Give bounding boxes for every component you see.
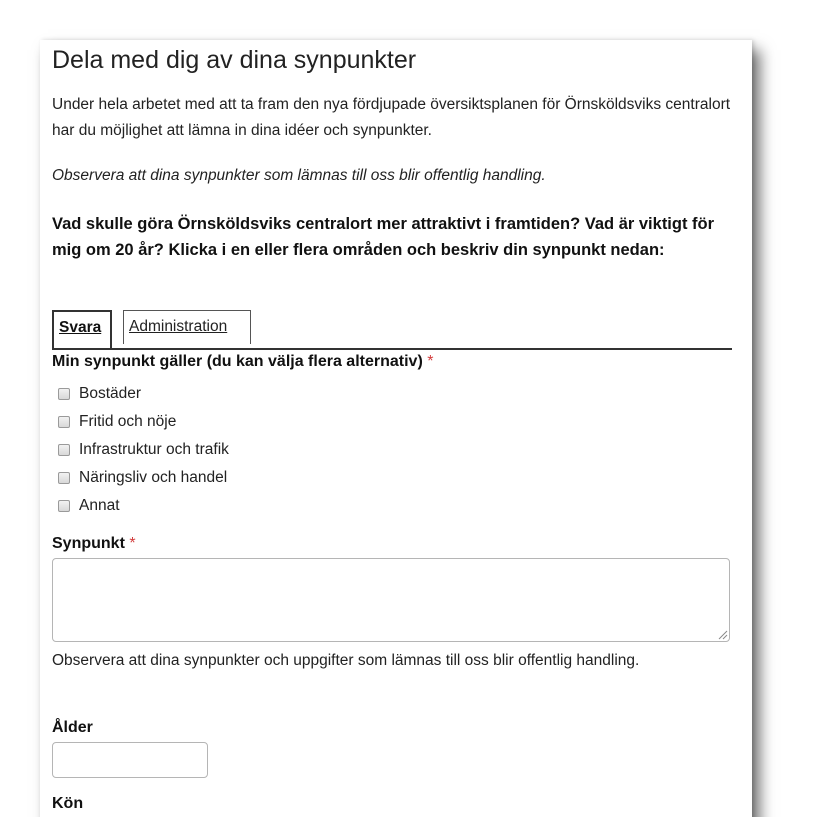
age-input[interactable] xyxy=(52,742,208,778)
category-label xyxy=(52,353,433,371)
option-label: Näringsliv och handel xyxy=(79,469,228,486)
opinion-textarea[interactable] xyxy=(52,558,730,642)
checkbox[interactable] xyxy=(58,472,70,484)
option-label: Bostäder xyxy=(79,385,142,402)
option-label: Infrastruktur och trafik xyxy=(79,441,229,458)
question-text: Vad skulle göra Örnsköldsviks centralort mer attraktivt i framtiden? Vad är viktigt för mig om 20 år? Klicka i en eller flera områden och beskriv din synpunkt nedan: xyxy=(52,215,715,259)
tab-bar xyxy=(52,310,732,350)
option-infrastruktur-och-trafik[interactable] xyxy=(58,436,229,464)
form-panel xyxy=(40,40,752,817)
checkbox[interactable] xyxy=(58,416,70,428)
required-mark: * xyxy=(129,535,136,552)
gender-label: Kön xyxy=(52,795,84,812)
resize-grip-icon[interactable] xyxy=(718,630,728,640)
tab-administration[interactable]: Administration xyxy=(123,310,251,344)
option-fritid-och-noje[interactable] xyxy=(58,408,229,436)
required-mark: * xyxy=(427,353,434,370)
category-label-text: Min synpunkt gäller (du kan välja flera alternativ) xyxy=(52,353,423,370)
option-label: Annat xyxy=(79,497,120,514)
checkbox[interactable] xyxy=(58,388,70,400)
option-naringsliv-och-handel[interactable] xyxy=(58,464,229,492)
opinion-label-text: Synpunkt xyxy=(52,535,125,552)
checkbox[interactable] xyxy=(58,500,70,512)
option-label: Fritid och nöje xyxy=(79,413,177,430)
opinion-label xyxy=(52,535,136,553)
page-title: Dela med dig av dina synpunkter xyxy=(52,46,417,74)
category-options xyxy=(58,380,229,520)
checkbox[interactable] xyxy=(58,444,70,456)
tab-svara[interactable]: Svara xyxy=(52,310,112,348)
option-annat[interactable] xyxy=(58,492,229,520)
data-notice: Observera att dina synpunkter och uppgifter som lämnas till oss blir offentlig handling. xyxy=(52,652,640,669)
option-bostader[interactable] xyxy=(58,380,229,408)
age-label: Ålder xyxy=(52,719,93,736)
public-record-notice: Observera att dina synpunkter som lämnas till oss blir offentlig handling. xyxy=(52,167,546,184)
intro-text: Under hela arbetet med att ta fram den nya fördjupade översiktsplanen för Örnsköldsviks centralort har du möjlighet att lämna in dina idéer och synpunkter. xyxy=(52,96,731,139)
